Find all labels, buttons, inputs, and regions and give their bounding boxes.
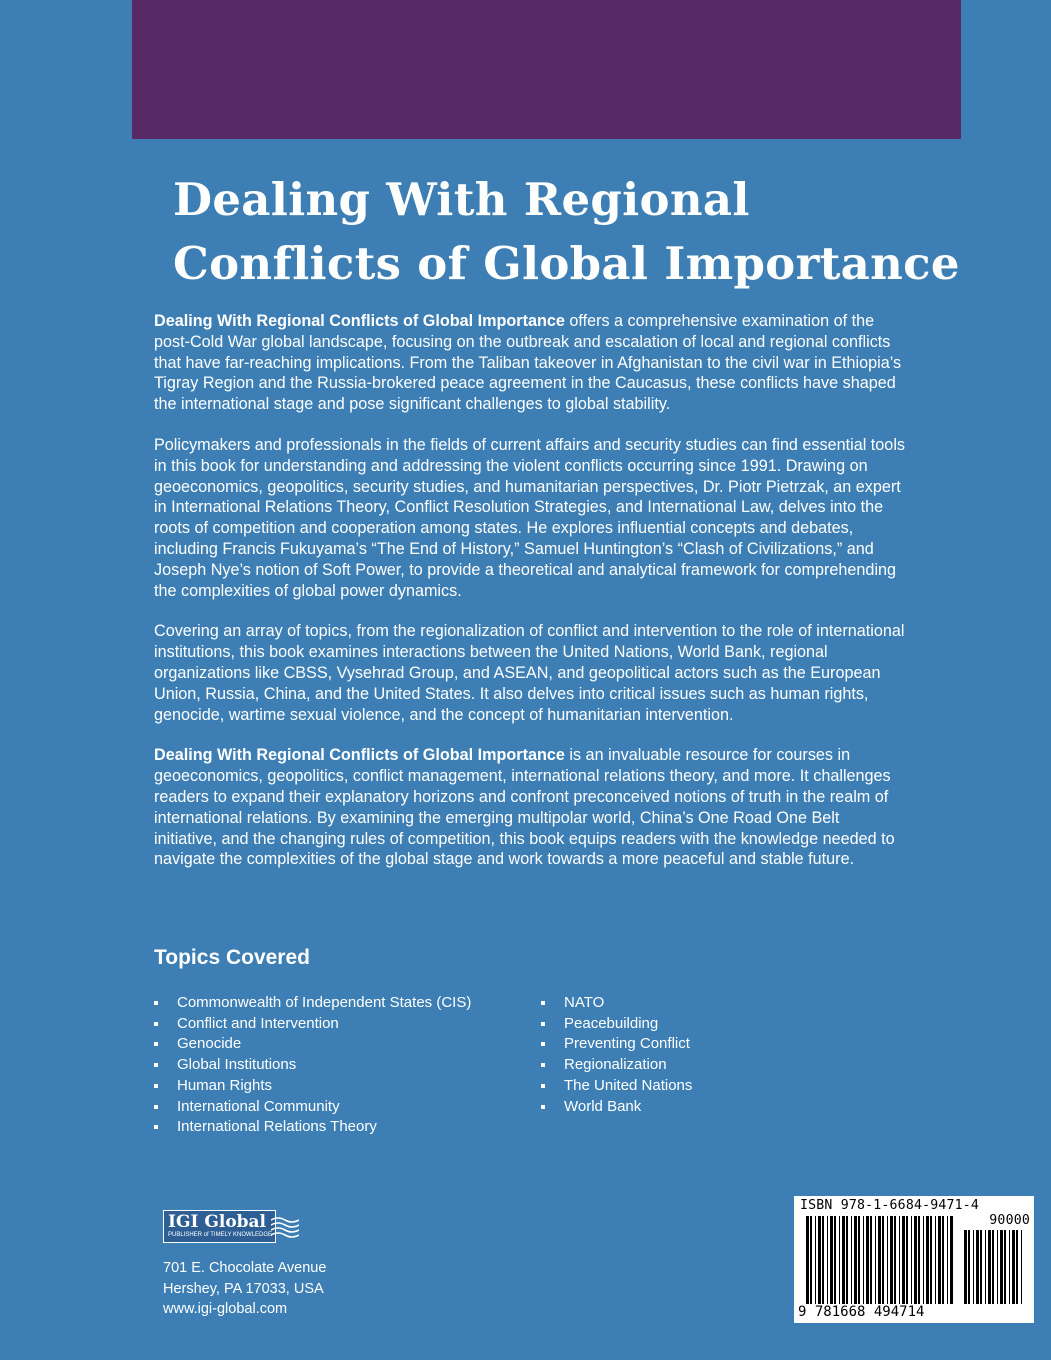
description-paragraph-1 — [154, 311, 906, 415]
barcode-bar — [866, 1216, 869, 1304]
barcode-bar — [846, 1216, 848, 1304]
barcode-bar — [1012, 1230, 1015, 1304]
barcode-bar — [815, 1216, 816, 1304]
ean-barcode-bars — [806, 1216, 956, 1304]
barcode-bar — [810, 1216, 812, 1304]
barcode-bar — [997, 1230, 998, 1304]
barcode-bar — [863, 1216, 864, 1304]
barcode-bar — [887, 1216, 888, 1304]
barcode-bar — [834, 1216, 836, 1304]
topic-item: Commonwealth of Independent States (CIS) — [154, 993, 471, 1014]
barcode-bar — [938, 1216, 941, 1304]
barcode-bar — [976, 1230, 979, 1304]
barcode-bar — [985, 1230, 986, 1304]
book-title — [173, 168, 960, 296]
barcode-bar — [935, 1216, 936, 1304]
barcode-bar — [818, 1216, 821, 1304]
topics-heading: Topics Covered — [154, 946, 310, 969]
topic-item: World Bank — [541, 1097, 692, 1118]
topic-item: Regionalization — [541, 1055, 692, 1076]
barcode-bar — [827, 1216, 828, 1304]
addon-barcode-bars — [964, 1230, 1026, 1304]
publisher-website: www.igi-global.com — [163, 1301, 288, 1317]
topic-item: NATO — [541, 993, 692, 1014]
logo-box — [163, 1210, 276, 1243]
description-bold-title: Dealing With Regional Conflicts of Global Importance — [154, 312, 565, 330]
barcode-bar — [842, 1216, 845, 1304]
topic-item: Preventing Conflict — [541, 1034, 692, 1055]
barcode-bar — [980, 1230, 982, 1304]
barcode-bar — [902, 1216, 905, 1304]
logo-name: IGI Global — [168, 1212, 267, 1232]
topic-item: International Community — [154, 1097, 471, 1118]
barcode-bar — [914, 1216, 917, 1304]
barcode-bar — [854, 1216, 857, 1304]
topics-list-right — [541, 993, 692, 1117]
barcode-bar — [1016, 1230, 1018, 1304]
barcode-bar — [894, 1216, 896, 1304]
topic-item: International Relations Theory — [154, 1117, 471, 1138]
barcode-bar — [899, 1216, 900, 1304]
barcode-bar — [1004, 1230, 1006, 1304]
description-text: is an invaluable resource for courses in geoeconomics, geopolitics, conflict management, international relations theory, and more. It challenges readers to expand their explanatory horizons and confront preconceived notions of truth in the realm of international relations. By examining the emerging multipolar world, China’s One Road One Belt initiative, and the changing rules of competition, this book equips readers with the knowledge needed to navigate the complexities of the global stage and work towards a more peaceful and stable future. — [154, 746, 895, 869]
address-city: Hershey, PA 17033, USA — [163, 1280, 324, 1297]
barcode-bar — [1000, 1230, 1003, 1304]
isbn-barcode — [794, 1196, 1034, 1323]
barcode-bar — [890, 1216, 893, 1304]
title-line-2: Conflicts of Global Importance — [173, 237, 960, 290]
barcode-bar — [851, 1216, 852, 1304]
barcode-bar — [992, 1230, 994, 1304]
barcode-bar — [926, 1216, 929, 1304]
isbn-addon-code: 90000 — [989, 1213, 1030, 1228]
publisher-logo — [163, 1210, 300, 1244]
barcode-bar — [930, 1216, 932, 1304]
barcode-bar — [870, 1216, 872, 1304]
logo-tagline: PUBLISHER of TIMELY KNOWLEDGE — [168, 1232, 273, 1238]
barcode-bar — [988, 1230, 991, 1304]
description-paragraph-2: Policymakers and professionals in the fields of current affairs and security studies can find essential tools in this book for understanding and addressing the violent conflicts occurring since 1991. Drawing on geoeconomics, geopolitics, security studies, and humanitarian perspectives, Dr. Piotr Pietrzak, an expert in International Relations Theory, Conflict Resolution Strategies, and International Law, delves into the roots of competition and cooperation among states. He explores influential concepts and debates, including Francis Fukuyama’s “The End of History,” Samuel Huntington’s “Clash of Civilizations,” and Joseph Nye’s notion of Soft Power, to provide a theoretical and analytical framework for comprehending the complexities of global power dynamics. — [154, 435, 906, 600]
barcode-bar — [882, 1216, 884, 1304]
isbn-number: ISBN 978-1-6684-9471-4 — [800, 1198, 980, 1213]
logo-waves-icon — [271, 1216, 299, 1238]
topic-item: Human Rights — [154, 1076, 471, 1097]
title-line-1: Dealing With Regional — [173, 173, 750, 226]
description-text: offers a comprehensive examination of the post-Cold War global landscape, focusing on the outbreak and escalation of local and regional conflicts that have far-reaching implications. From the Taliban takeover in Afghanistan to the civil war in Ethiopia’s Tigray Region and the Russia-brokered peace agreement in the Caucasus, these conflicts have shaped the international stage and pose significant challenges to global stability. — [154, 312, 902, 414]
description-paragraph-3: Covering an array of topics, from the regionalization of conflict and intervention to the role of international institutions, this book examines interactions between the United Nations, World Bank, regional organizations like CBSS, Vysehrad Group, and ASEAN, and geopolitical actors such as the European Union, Russia, China, and the United States. It also delves into critical issues such as human rights, genocide, wartime sexual violence, and the concept of humanitarian intervention. — [154, 622, 905, 724]
topic-item: Global Institutions — [154, 1055, 471, 1076]
barcode-bar — [973, 1230, 974, 1304]
barcode-bar — [806, 1216, 809, 1304]
barcode-bar — [947, 1216, 948, 1304]
barcode-bar — [839, 1216, 840, 1304]
topic-item: Conflict and Intervention — [154, 1014, 471, 1035]
topics-list-left — [154, 993, 471, 1138]
barcode-bar — [923, 1216, 924, 1304]
barcode-bar — [1009, 1230, 1010, 1304]
barcode-bar — [942, 1216, 944, 1304]
top-color-band — [132, 0, 961, 139]
barcode-bar — [906, 1216, 908, 1304]
barcode-bar — [875, 1216, 876, 1304]
description-paragraph-4 — [154, 745, 906, 870]
barcode-bar — [968, 1230, 970, 1304]
barcode-bar — [1021, 1230, 1022, 1304]
barcode-bar — [822, 1216, 824, 1304]
ean-digits: 9 781668 494714 — [798, 1304, 925, 1320]
barcode-bar — [858, 1216, 860, 1304]
address-street: 701 E. Chocolate Avenue — [163, 1260, 327, 1276]
barcode-bar — [830, 1216, 833, 1304]
barcode-bar — [911, 1216, 912, 1304]
barcode-bar — [950, 1216, 953, 1304]
barcode-bar — [918, 1216, 920, 1304]
topic-item: Peacebuilding — [541, 1014, 692, 1035]
barcode-bar — [878, 1216, 881, 1304]
topic-item: Genocide — [154, 1034, 471, 1055]
topic-item: The United Nations — [541, 1076, 692, 1097]
publisher-address — [163, 1258, 326, 1320]
description-bold-title: Dealing With Regional Conflicts of Global Importance — [154, 746, 565, 765]
barcode-bar — [964, 1230, 967, 1304]
book-description — [154, 311, 906, 890]
